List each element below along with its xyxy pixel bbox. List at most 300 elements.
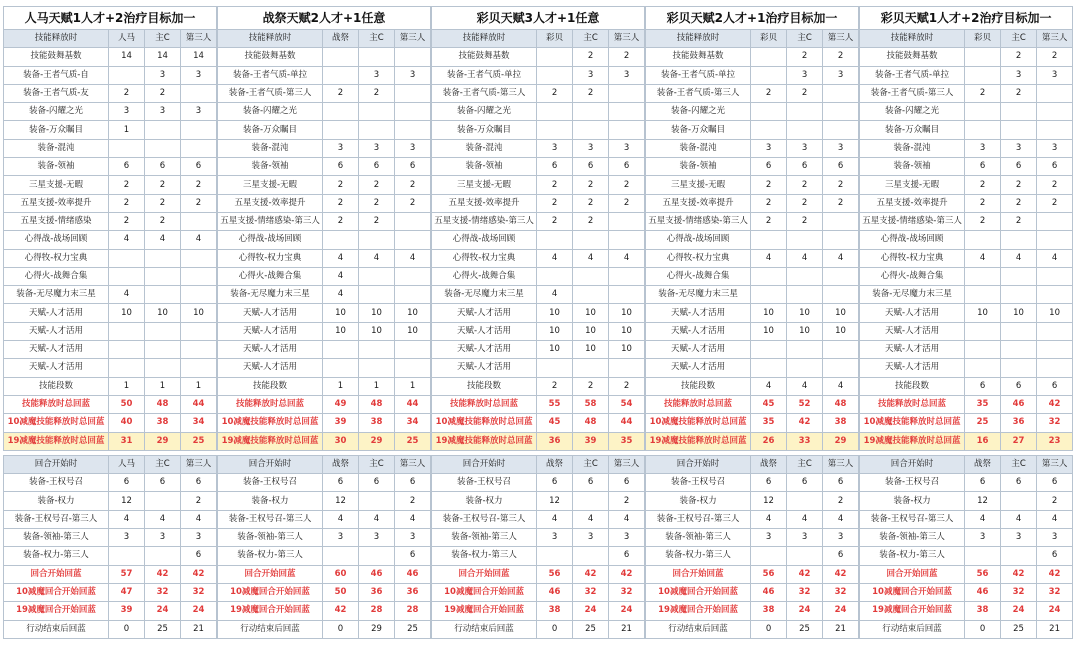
table-row xyxy=(646,121,859,139)
total-value: 24 xyxy=(181,602,217,620)
value-cell xyxy=(965,121,1001,139)
value-cell: 6 xyxy=(1037,474,1073,492)
value-cell xyxy=(573,267,609,285)
total-label: 19减魔回合开始回蓝 xyxy=(218,602,323,620)
total-value: 39 xyxy=(109,602,145,620)
column-header: 第三人 xyxy=(181,30,217,48)
table-row xyxy=(218,286,431,304)
value-cell: 3 xyxy=(537,529,573,547)
row-label: 五星支援-效率提升 xyxy=(4,194,109,212)
total-value: 42 xyxy=(823,565,859,583)
column-header: 彩贝 xyxy=(537,30,573,48)
value-cell: 2 xyxy=(537,212,573,230)
row-label: 装备-王权号召 xyxy=(432,474,537,492)
total-value: 46 xyxy=(1001,395,1037,413)
value-cell: 2 xyxy=(965,194,1001,212)
value-cell: 1 xyxy=(323,377,359,395)
value-cell xyxy=(965,341,1001,359)
value-cell: 4 xyxy=(965,510,1001,528)
value-cell: 0 xyxy=(323,620,359,638)
column-header: 战祭 xyxy=(323,30,359,48)
value-cell xyxy=(609,121,645,139)
value-cell: 3 xyxy=(823,66,859,84)
total-row xyxy=(4,565,217,583)
total-label: 19减魔技能释放时总回蓝 xyxy=(646,432,751,450)
value-cell xyxy=(1001,103,1037,121)
value-cell: 4 xyxy=(965,249,1001,267)
value-cell: 4 xyxy=(609,510,645,528)
value-cell xyxy=(145,286,181,304)
value-cell: 2 xyxy=(323,194,359,212)
total-value: 24 xyxy=(1037,602,1073,620)
value-cell xyxy=(145,547,181,565)
total-row xyxy=(432,395,645,413)
value-cell: 2 xyxy=(965,212,1001,230)
value-cell: 12 xyxy=(323,492,359,510)
table-row xyxy=(218,103,431,121)
value-cell xyxy=(751,286,787,304)
round-header-row xyxy=(218,455,431,473)
row-label: 心得火-战舞合集 xyxy=(432,267,537,285)
value-cell: 0 xyxy=(109,620,145,638)
total-row xyxy=(860,583,1073,601)
value-cell: 21 xyxy=(1037,620,1073,638)
value-cell: 3 xyxy=(1001,139,1037,157)
sheet-panel-4 xyxy=(645,6,859,639)
row-label: 心得牧-权力宝典 xyxy=(646,249,751,267)
value-cell xyxy=(323,48,359,66)
value-cell: 2 xyxy=(573,176,609,194)
table-row xyxy=(4,510,217,528)
row-label: 装备-权力 xyxy=(646,492,751,510)
value-cell: 2 xyxy=(609,176,645,194)
value-cell: 10 xyxy=(537,341,573,359)
value-cell: 0 xyxy=(751,620,787,638)
value-cell: 3 xyxy=(573,66,609,84)
value-cell: 6 xyxy=(787,474,823,492)
row-label: 技能段数 xyxy=(646,377,751,395)
table-row xyxy=(432,121,645,139)
value-cell: 6 xyxy=(965,474,1001,492)
row-label: 装备-权力-第三人 xyxy=(860,547,965,565)
total-value: 45 xyxy=(751,395,787,413)
total-row xyxy=(860,414,1073,432)
value-cell: 6 xyxy=(573,158,609,176)
sheet-panel-1 xyxy=(3,6,217,639)
value-cell: 2 xyxy=(787,176,823,194)
row-label: 天赋-人才活用 xyxy=(432,304,537,322)
table-row xyxy=(432,341,645,359)
table-row xyxy=(432,84,645,102)
value-cell xyxy=(109,267,145,285)
round-header-row xyxy=(860,455,1073,473)
end-row xyxy=(646,620,859,638)
total-value: 38 xyxy=(359,414,395,432)
row-label: 装备-领袖-第三人 xyxy=(860,529,965,547)
table-row xyxy=(432,48,645,66)
total-value: 34 xyxy=(181,414,217,432)
value-cell xyxy=(359,48,395,66)
sheet-panel-2 xyxy=(217,6,431,639)
total-value: 48 xyxy=(573,414,609,432)
value-cell: 21 xyxy=(823,620,859,638)
table-row xyxy=(646,547,859,565)
row-label: 天赋-人才活用 xyxy=(4,304,109,322)
table-row xyxy=(860,267,1073,285)
total-row xyxy=(646,565,859,583)
value-cell: 2 xyxy=(787,212,823,230)
row-label: 五星支援-情绪感染-第三人 xyxy=(646,212,751,230)
value-cell xyxy=(359,103,395,121)
total-row xyxy=(432,432,645,450)
row-label: 装备-权力 xyxy=(218,492,323,510)
total-label: 10减魔回合开始回蓝 xyxy=(646,583,751,601)
value-cell: 2 xyxy=(537,84,573,102)
value-cell xyxy=(537,231,573,249)
row-label: 装备-领袖-第三人 xyxy=(646,529,751,547)
value-cell xyxy=(751,103,787,121)
value-cell: 2 xyxy=(823,492,859,510)
value-cell: 4 xyxy=(787,249,823,267)
value-cell: 3 xyxy=(145,66,181,84)
value-cell: 2 xyxy=(787,48,823,66)
row-label: 装备-王者气质-自 xyxy=(4,66,109,84)
value-cell: 2 xyxy=(965,176,1001,194)
value-cell: 6 xyxy=(181,158,217,176)
row-label: 三星支援-无暇 xyxy=(4,176,109,194)
total-value: 32 xyxy=(181,583,217,601)
value-cell: 10 xyxy=(181,304,217,322)
total-value: 32 xyxy=(787,583,823,601)
table-row xyxy=(860,304,1073,322)
value-cell: 4 xyxy=(787,510,823,528)
row-label: 行动结束后回蓝 xyxy=(4,620,109,638)
value-cell xyxy=(395,212,431,230)
value-cell: 2 xyxy=(323,212,359,230)
table-row xyxy=(860,84,1073,102)
table-row xyxy=(432,158,645,176)
value-cell xyxy=(787,547,823,565)
value-cell xyxy=(395,48,431,66)
value-cell xyxy=(109,139,145,157)
value-cell xyxy=(145,341,181,359)
value-cell: 10 xyxy=(1001,304,1037,322)
value-cell: 3 xyxy=(751,529,787,547)
total-value: 23 xyxy=(1037,432,1073,450)
value-cell xyxy=(359,547,395,565)
table-row xyxy=(432,474,645,492)
total-value: 29 xyxy=(145,432,181,450)
value-cell: 2 xyxy=(1001,176,1037,194)
total-value: 55 xyxy=(537,395,573,413)
value-cell: 2 xyxy=(109,194,145,212)
value-cell xyxy=(573,547,609,565)
row-label: 装备-领袖 xyxy=(860,158,965,176)
total-label: 技能释放时总回蓝 xyxy=(646,395,751,413)
table-row xyxy=(860,359,1073,377)
table-row xyxy=(646,377,859,395)
value-cell xyxy=(823,231,859,249)
table-row xyxy=(432,176,645,194)
value-cell xyxy=(823,341,859,359)
table-row xyxy=(4,231,217,249)
table-row xyxy=(646,103,859,121)
end-row xyxy=(4,620,217,638)
total-row xyxy=(4,414,217,432)
table-row xyxy=(218,510,431,528)
value-cell xyxy=(537,359,573,377)
value-cell xyxy=(181,249,217,267)
table-row xyxy=(646,176,859,194)
value-cell xyxy=(181,341,217,359)
value-cell xyxy=(787,267,823,285)
value-cell: 4 xyxy=(395,510,431,528)
total-value: 32 xyxy=(609,583,645,601)
value-cell xyxy=(395,359,431,377)
value-cell: 10 xyxy=(109,304,145,322)
value-cell: 4 xyxy=(145,510,181,528)
value-cell: 6 xyxy=(181,474,217,492)
value-cell xyxy=(609,267,645,285)
sheet-title: 战祭天赋2人才+1任意 xyxy=(218,7,431,30)
total-value: 60 xyxy=(323,565,359,583)
skill-header-row xyxy=(432,30,645,48)
row-label: 心得火-战舞合集 xyxy=(860,267,965,285)
total-label: 19减魔技能释放时总回蓝 xyxy=(218,432,323,450)
value-cell xyxy=(323,547,359,565)
value-cell: 21 xyxy=(609,620,645,638)
value-cell xyxy=(965,48,1001,66)
column-header: 第三人 xyxy=(395,30,431,48)
total-value: 42 xyxy=(787,565,823,583)
value-cell xyxy=(359,359,395,377)
total-row xyxy=(218,583,431,601)
table-row xyxy=(860,212,1073,230)
value-cell: 10 xyxy=(573,304,609,322)
value-cell: 3 xyxy=(751,139,787,157)
column-header: 主C xyxy=(145,30,181,48)
value-cell xyxy=(573,286,609,304)
value-cell: 25 xyxy=(145,620,181,638)
total-label: 技能释放时总回蓝 xyxy=(218,395,323,413)
total-label: 10减魔技能释放时总回蓝 xyxy=(432,414,537,432)
total-value: 39 xyxy=(573,432,609,450)
table-row xyxy=(860,176,1073,194)
column-header: 回合开始时 xyxy=(860,455,965,473)
value-cell xyxy=(573,231,609,249)
table-row xyxy=(860,48,1073,66)
value-cell: 10 xyxy=(823,304,859,322)
sheet-title: 彩贝天赋3人才+1任意 xyxy=(432,7,645,30)
table-row xyxy=(4,176,217,194)
total-row xyxy=(646,432,859,450)
value-cell: 10 xyxy=(323,304,359,322)
column-header: 回合开始时 xyxy=(4,455,109,473)
table-row xyxy=(4,474,217,492)
table-row xyxy=(860,286,1073,304)
total-value: 42 xyxy=(787,414,823,432)
value-cell xyxy=(823,286,859,304)
table-row xyxy=(218,212,431,230)
total-value: 48 xyxy=(145,395,181,413)
value-cell xyxy=(787,341,823,359)
column-header: 战祭 xyxy=(751,455,787,473)
row-label: 装备-闪耀之光 xyxy=(646,103,751,121)
value-cell: 4 xyxy=(823,249,859,267)
total-value: 44 xyxy=(609,414,645,432)
table-row xyxy=(218,84,431,102)
row-label: 装备-权力-第三人 xyxy=(432,547,537,565)
value-cell: 4 xyxy=(395,249,431,267)
table-row xyxy=(218,529,431,547)
row-label: 心得火-战舞合集 xyxy=(4,267,109,285)
column-header: 人马 xyxy=(109,30,145,48)
table-row xyxy=(860,231,1073,249)
value-cell: 14 xyxy=(109,48,145,66)
table-row xyxy=(860,529,1073,547)
value-cell xyxy=(823,84,859,102)
value-cell: 2 xyxy=(823,48,859,66)
total-label: 技能释放时总回蓝 xyxy=(4,395,109,413)
value-cell xyxy=(1001,267,1037,285)
row-label: 技能鼓舞基数 xyxy=(218,48,323,66)
sheet-title-row xyxy=(432,7,645,30)
column-header: 技能释放时 xyxy=(432,30,537,48)
total-row xyxy=(646,602,859,620)
total-row xyxy=(218,602,431,620)
table-row xyxy=(432,359,645,377)
total-value: 57 xyxy=(109,565,145,583)
total-value: 48 xyxy=(359,395,395,413)
value-cell xyxy=(323,341,359,359)
row-label: 装备-权力 xyxy=(860,492,965,510)
value-cell: 25 xyxy=(573,620,609,638)
value-cell xyxy=(751,66,787,84)
table-row xyxy=(432,231,645,249)
total-value: 36 xyxy=(359,583,395,601)
total-value: 42 xyxy=(1037,565,1073,583)
value-cell xyxy=(751,359,787,377)
skill-header-row xyxy=(218,30,431,48)
row-label: 装备-王者气质-第三人 xyxy=(646,84,751,102)
value-cell xyxy=(145,121,181,139)
row-label: 行动结束后回蓝 xyxy=(860,620,965,638)
value-cell: 2 xyxy=(751,84,787,102)
row-label: 五星支援-效率提升 xyxy=(218,194,323,212)
value-cell xyxy=(965,267,1001,285)
value-cell: 3 xyxy=(323,529,359,547)
row-label: 心得牧-权力宝典 xyxy=(860,249,965,267)
value-cell: 3 xyxy=(181,529,217,547)
value-cell: 3 xyxy=(181,66,217,84)
row-label: 技能段数 xyxy=(218,377,323,395)
total-label: 19减魔技能释放时总回蓝 xyxy=(860,432,965,450)
column-header: 主C xyxy=(145,455,181,473)
value-cell xyxy=(823,359,859,377)
table-row xyxy=(646,66,859,84)
value-cell xyxy=(1037,231,1073,249)
table-row xyxy=(646,322,859,340)
row-label: 装备-王者气质-单拉 xyxy=(646,66,751,84)
value-cell: 2 xyxy=(145,212,181,230)
value-cell: 4 xyxy=(537,510,573,528)
value-cell: 2 xyxy=(395,176,431,194)
column-header: 主C xyxy=(787,455,823,473)
value-cell: 4 xyxy=(573,249,609,267)
value-cell xyxy=(965,66,1001,84)
total-row xyxy=(432,602,645,620)
value-cell: 10 xyxy=(573,322,609,340)
value-cell xyxy=(109,359,145,377)
total-label: 19减魔回合开始回蓝 xyxy=(432,602,537,620)
row-label: 三星支援-无暇 xyxy=(432,176,537,194)
value-cell xyxy=(1037,212,1073,230)
table-row xyxy=(860,103,1073,121)
value-cell: 6 xyxy=(109,158,145,176)
total-value: 36 xyxy=(537,432,573,450)
row-label: 技能段数 xyxy=(432,377,537,395)
value-cell: 2 xyxy=(787,194,823,212)
sheet-title-row xyxy=(4,7,217,30)
value-cell xyxy=(359,231,395,249)
sheet-title: 人马天赋1人才+2治疗目标加一 xyxy=(4,7,217,30)
value-cell: 1 xyxy=(395,377,431,395)
total-row xyxy=(218,432,431,450)
value-cell: 2 xyxy=(751,212,787,230)
table-row xyxy=(432,139,645,157)
table-row xyxy=(218,377,431,395)
value-cell xyxy=(395,121,431,139)
value-cell xyxy=(395,103,431,121)
row-label: 装备-闪耀之光 xyxy=(860,103,965,121)
row-label: 天赋-人才活用 xyxy=(860,322,965,340)
value-cell xyxy=(181,267,217,285)
total-label: 回合开始回蓝 xyxy=(646,565,751,583)
end-row xyxy=(432,620,645,638)
value-cell: 4 xyxy=(537,286,573,304)
value-cell: 4 xyxy=(323,249,359,267)
value-cell: 10 xyxy=(751,322,787,340)
value-cell xyxy=(181,286,217,304)
column-header: 技能释放时 xyxy=(860,30,965,48)
table-row xyxy=(432,529,645,547)
row-label: 五星支援-情绪感染 xyxy=(4,212,109,230)
row-label: 天赋-人才活用 xyxy=(432,322,537,340)
total-value: 24 xyxy=(823,602,859,620)
value-cell xyxy=(1001,341,1037,359)
total-row xyxy=(646,395,859,413)
table-row xyxy=(4,547,217,565)
table-row xyxy=(432,510,645,528)
total-row xyxy=(218,395,431,413)
value-cell: 2 xyxy=(609,492,645,510)
total-value: 24 xyxy=(573,602,609,620)
row-label: 天赋-人才活用 xyxy=(432,341,537,359)
value-cell xyxy=(751,341,787,359)
table-row xyxy=(860,249,1073,267)
table-row xyxy=(218,48,431,66)
round-header-row xyxy=(4,455,217,473)
total-value: 46 xyxy=(395,565,431,583)
value-cell: 3 xyxy=(965,529,1001,547)
value-cell: 12 xyxy=(109,492,145,510)
row-label: 装备-闪耀之光 xyxy=(432,103,537,121)
table-row xyxy=(646,249,859,267)
table-row xyxy=(646,84,859,102)
table-row xyxy=(4,121,217,139)
total-row xyxy=(860,432,1073,450)
value-cell xyxy=(145,492,181,510)
